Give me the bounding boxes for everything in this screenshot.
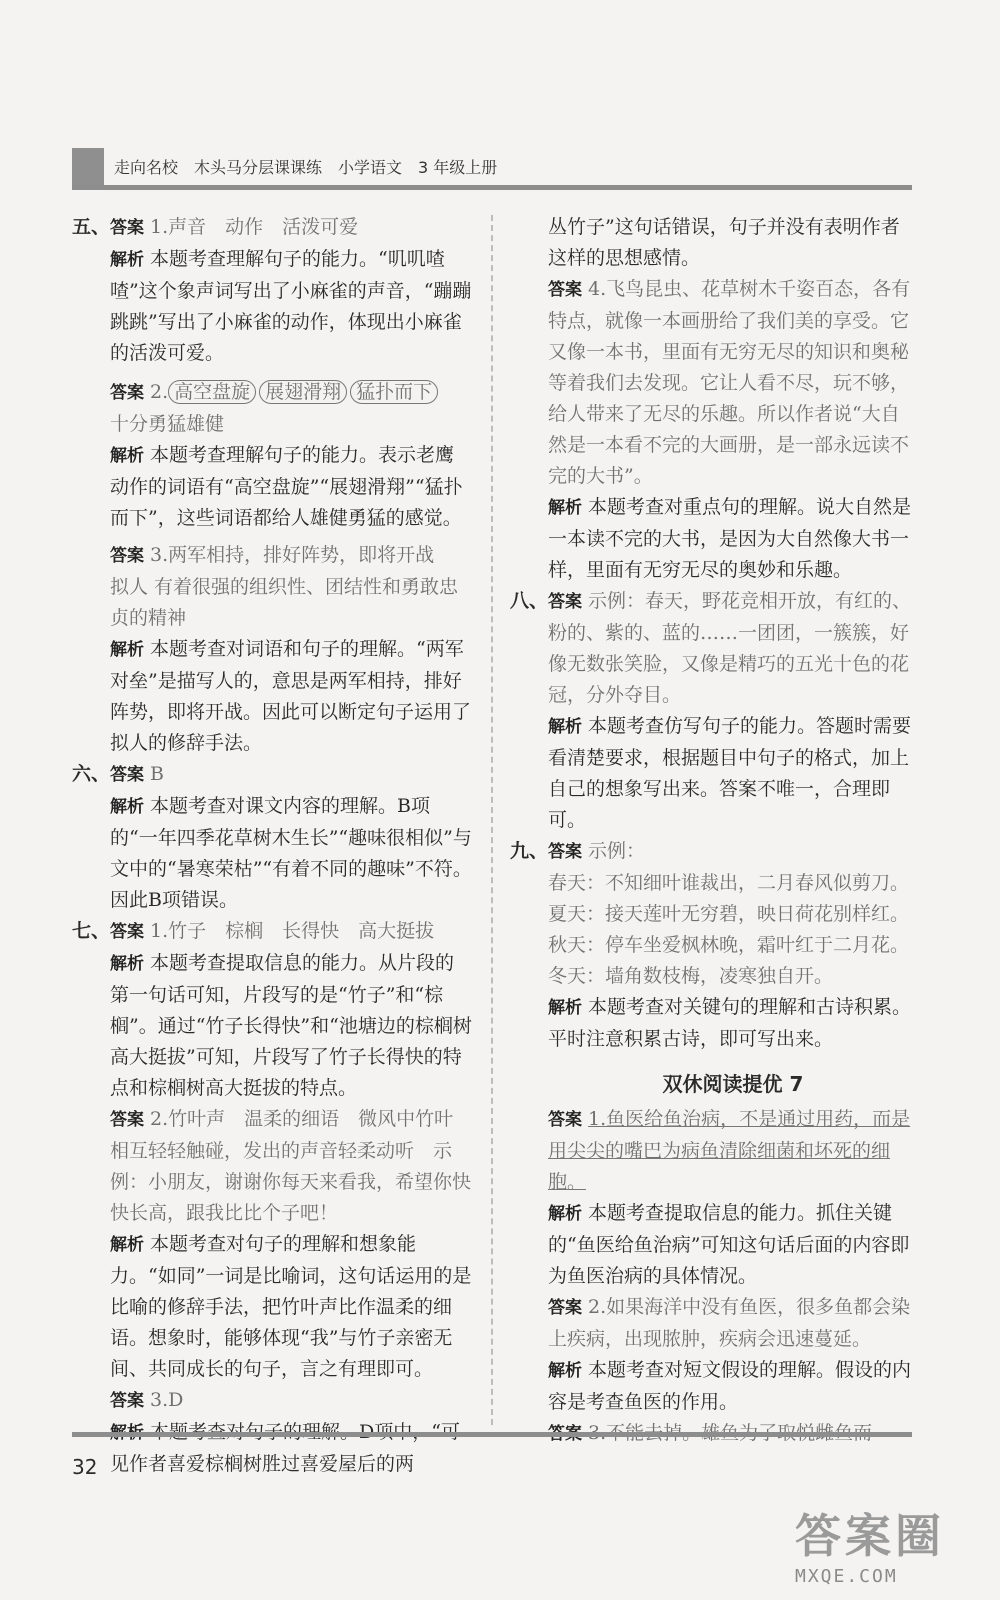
section-number-9: 九、 — [510, 840, 549, 862]
s5-answer-2: 答案 2. 高空盘旋 展翅滑翔 猛扑而下 十分勇猛雄健 — [72, 377, 472, 440]
reading-answer-2: 答案 2.如果海洋中没有鱼医，很多鱼都会染上疾病，出现脓肿，疾病会迅速蔓延。 — [548, 1296, 911, 1350]
section-number-8: 八、 — [510, 590, 549, 612]
circled-phrase: 高空盘旋 — [168, 380, 256, 404]
poem-line-spring: 春天：不知细叶谁裁出，二月春风似剪刀。 — [548, 872, 910, 894]
continued-text: 丛竹子”这句话错误，句子并没有表明作者这样的思想感情。 — [548, 216, 900, 269]
s5-analysis-2: 解析 本题考查理解句子的能力。表示老鹰动作的词语有“高空盘旋”“展翅滑翔”“猛扑而下”，这些词语都给人雄健勇猛的感觉。 — [110, 444, 463, 529]
s5-answer-3: 答案 3.两军相持，排好阵势，即将开战 拟人 有着很强的组织性、团结性和勇敢忠贞的精神 — [110, 544, 459, 629]
section-number-6: 六、 — [72, 763, 111, 785]
circled-phrase: 展翅滑翔 — [259, 380, 347, 404]
s8-analysis: 解析 本题考查仿写句子的能力。答题时需要看清楚要求，根据题目中句子的格式，加上自己的想象写出来。答案不唯一，合理即可。 — [548, 715, 912, 831]
page-number: 32 — [72, 1455, 98, 1479]
watermark-logo-text: 答案圈 — [795, 1509, 945, 1563]
poem-line-summer: 夏天：接天莲叶无穷碧，映日荷花别样红。 — [548, 903, 910, 925]
column-divider — [491, 215, 493, 1425]
s7-answer-3: 答案 3.D — [110, 1389, 184, 1411]
header-title: 走向名校 木头马分层课课练 小学语文 3 年级上册 — [114, 158, 498, 177]
s9-analysis: 解析 本题考查对关键句的理解和古诗积累。平时注意积累古诗，即可写出来。 — [548, 996, 912, 1050]
section-number-7: 七、 — [72, 920, 111, 942]
s7-analysis-1: 解析 本题考查提取信息的能力。从片段的第一句话可知，片段写的是“竹子”和“棕榈”。通过“竹子长得快”和“池塘边的棕榈树高大挺拔”可知，片段写了竹子长得快的特点和棕榈树高大挺拔的特点。 — [110, 952, 472, 1099]
right-column — [510, 212, 918, 1450]
watermark-url: MXQE.COM — [795, 1566, 898, 1587]
section-number-5: 五、 — [72, 216, 111, 238]
s7-answer-4: 答案 4.飞鸟昆虫、花草树木千姿百态，各有特点，就像一本画册给了我们美的享受。它又像一本书，里面有无穷无尽的知识和奥秘等着我们去发现。它让人看不尽，玩不够，给人带来了无尽的乐趣。所以作者说“大自然是一本看不完的大画册，是一部永远读不完的大书”。 — [548, 278, 911, 487]
reading-analysis-2: 解析 本题考查对短文假设的理解。假设的内容是考查鱼医的作用。 — [548, 1359, 912, 1413]
s7-analysis-3: 见作者喜爱棕榈树胜过喜爱屋后的两 — [110, 1453, 415, 1475]
s7-analysis-4: 解析 本题考查对重点句的理解。说大自然是一本读不完的大书，是因为大自然像大书一样，里面有无穷无尽的奥妙和乐趣。 — [548, 496, 912, 581]
s7-answer-2: 答案 2.竹叶声 温柔的细语 微风中竹叶相互轻轻触碰，发出的声音轻柔动听 示例：小朋友，谢谢你每天来看我，希望你快快长高，跟我比比个子吧！ — [110, 1108, 472, 1224]
s5-analysis-3: 解析 本题考查对词语和句子的理解。“两军对垒”是描写人的，意思是两军相持，排好阵势，即将开战。因此可以断定句子运用了拟人的修辞手法。 — [110, 638, 472, 754]
s6-answer: 六、 答案 B — [72, 759, 472, 791]
poem-line-autumn: 秋天：停车坐爱枫林晚，霜叶红于二月花。 — [548, 934, 910, 956]
s9-answer: 九、 答案 示例： — [510, 836, 918, 868]
s6-analysis: 解析 本题考查对课文内容的理解。B项的“一年四季花草树木生长”“趣味很相似”与文中的“暑寒荣枯”“有着不同的趣味”不符。因此B项错误。 — [110, 795, 472, 911]
s7-analysis-2: 解析 本题考查对句子的理解和想象能力。“如同”一词是比喻词，这句话运用的是比喻的修辞手法，把竹叶声比作温柔的细语。想象时，能够体现“我”与竹子亲密无间、共同成长的句子，言之有理即可。 — [110, 1233, 472, 1380]
site-watermark-logo — [795, 1500, 995, 1595]
s5-analysis-1: 解析 本题考查理解句子的能力。“叽叽喳喳”这个象声词写出了小麻雀的声音，“蹦蹦跳跳”写出了小麻雀的动作，体现出小麻雀的活泼可爱。 — [110, 248, 472, 364]
poem-line-winter: 冬天：墙角数枝梅，凌寒独自开。 — [548, 965, 834, 987]
reading-answer-1: 答案 1.鱼医给鱼治病，不是通过用药，而是用尖尖的嘴巴为病鱼清除细菌和坏死的细胞。 — [548, 1108, 911, 1193]
circled-phrase: 猛扑而下 — [350, 380, 438, 404]
section-title: 双休阅读提优 7 — [662, 1072, 804, 1096]
page-header — [72, 145, 912, 190]
reading-analysis-1: 解析 本题考查提取信息的能力。抓住关键的“鱼医给鱼治病”可知这句话后面的内容即为鱼医治病的具体情况。 — [548, 1202, 910, 1287]
s5-answer-1: 五、 答案 1.声音 动作 活泼可爱 — [72, 212, 472, 244]
s8-answer: 八、 答案 示例：春天，野花竞相开放，有红的、粉的、紫的、蓝的……一团团，一簇簇，好像无数张笑脸，又像是精巧的五光十色的花冠，分外夺目。 — [510, 586, 918, 711]
left-column — [72, 212, 472, 1480]
header-block-decoration — [72, 148, 104, 185]
footer-rule — [72, 1432, 912, 1437]
s7-answer-1: 七、 答案 1.竹子 棕榈 长得快 高大挺拔 — [72, 916, 472, 948]
